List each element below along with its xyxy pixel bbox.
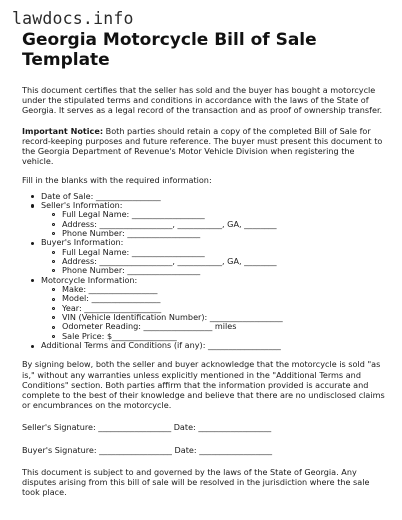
fill-instruction: Fill in the blanks with the required information: [22,175,212,186]
notice-label: Important Notice: [22,125,104,136]
buyer-name-field: Full Legal Name: __________________ [41,248,386,257]
make-field: Make: _________________ [41,285,386,294]
buyer-phone-field: Phone Number: __________________ [41,266,386,275]
agreement-paragraph: By signing below, both the seller and buyer acknowledge that the motorcycle is sold "as is," without any warranties unless explicitly mentioned in the "Additional Terms and Conditions" section. Both parties affirm that the information provided is accurate and complete to the best of their knowledge and believe that there are no undisclosed claims or encumbrances on the motorcycle. [22,359,385,411]
model-field: Model: _________________ [41,294,386,303]
buyer-info-label: Buyer's Information: [41,237,124,248]
notice-text: Both parties should retain a copy of the completed Bill of Sale for record-keeping purposes and future reference. The buyer must present this document to the Georgia Department of Revenue's Motor Vehicle Division when registering the vehicle. [22,125,383,167]
year-field: Year: ___________________ [41,304,386,313]
buyer-fields [41,248,386,276]
governing-law-paragraph: This document is subject to and governed by the laws of the State of Georgia. Any disputes arising from this bill of sale will be resolved in the jurisdiction where the sale took place. [22,466,370,498]
seller-fields [41,210,386,238]
document-body [22,30,386,498]
odometer-field: Odometer Reading: _________________ miles [41,322,386,331]
motorcycle-fields [41,285,386,341]
seller-address-field: Address: __________________, ___________, GA, ________ [41,220,386,229]
vin-field: VIN (Vehicle Identification Number): __________________ [41,313,386,322]
seller-name-field: Full Legal Name: __________________ [41,210,386,219]
fields-list [22,192,386,351]
date-of-sale-field: Date of Sale: ________________ [22,192,386,201]
seller-info-item [22,201,386,238]
seller-info-label: Seller's Information: [41,199,123,210]
document-title: Georgia Motorcycle Bill of Sale Template [22,30,317,70]
important-notice [22,126,386,167]
additional-terms-field: Additional Terms and Conditions (if any): __________________ [22,341,386,350]
seller-phone-field: Phone Number: __________________ [41,229,386,238]
motorcycle-info-label: Motorcycle Information: [41,274,138,285]
buyer-signature-line: Buyer's Signature: __________________ Date: __________________ [22,444,273,455]
motorcycle-info-item [22,276,386,341]
seller-signature-line: Seller's Signature: __________________ Date: __________________ [22,422,272,433]
buyer-address-field: Address: __________________, ___________, GA, ________ [41,257,386,266]
site-watermark: lawdocs.info [12,9,134,28]
intro-paragraph: This document certifies that the seller has sold and the buyer has bought a motorcycle under the stipulated terms and conditions in accordance with the laws of the State of Georgia. It serves as a legal record of the transaction and as proof of ownership transfer. [22,85,383,116]
sale-price-field: Sale Price: $________________ [41,332,386,341]
buyer-info-item [22,238,386,275]
